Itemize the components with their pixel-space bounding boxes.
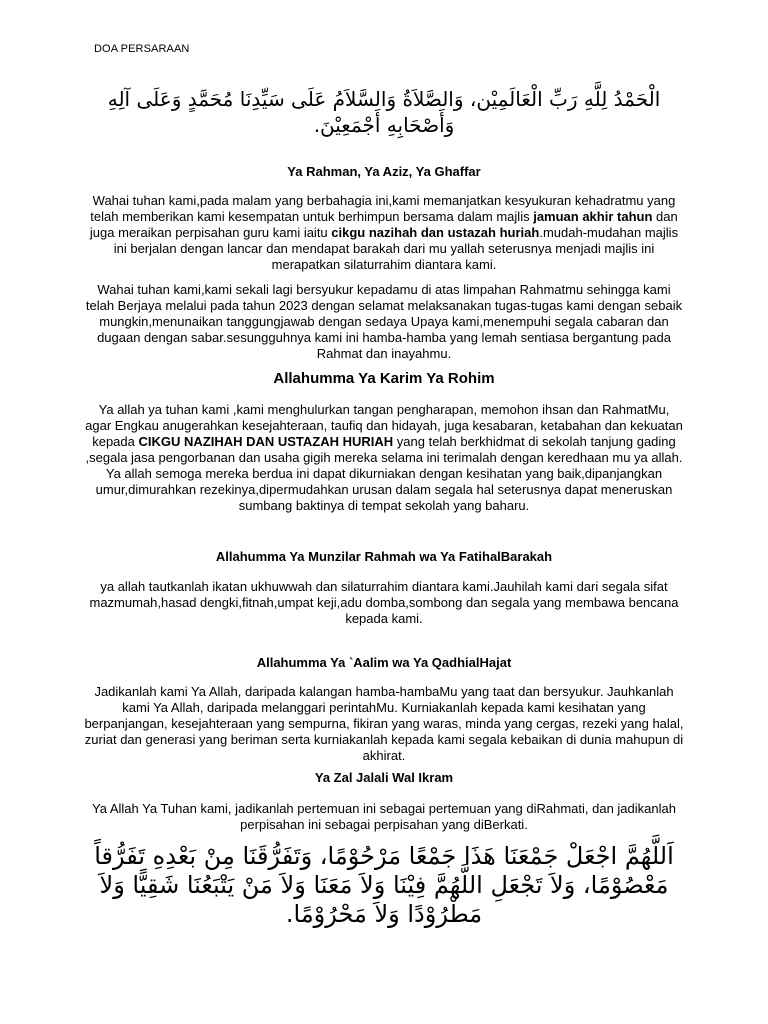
arabic-opening-praise: الْحَمْدُ لِلَّهِ رَبِّ الْعَالَمِيْن، وَالصَّلاَةُ وَالسَّلاَمُ عَلَى سَيِّدِنَا مُحَمَّدٍ وَعَلَى آلِهِ وَأَصْحَابِهِ أَجْمَعِيْنَ. [107, 87, 661, 137]
section-heading-5: Ya Zal Jalali Wal Ikram [314, 770, 454, 785]
section-heading-4: Allahumma Ya `Aalim wa Ya QadhialHajat [256, 655, 512, 670]
paragraph-1-text-c: .mudah-mudahan majlis ini berjalan dengan lancar dan mendapat barakah dari mu yallah seterusnya menjadi majlis ini merapatkan silaturrahim diantara kami. [113, 225, 679, 272]
paragraph-3 [84, 402, 684, 514]
paragraph-3-bold: CIKGU NAZIHAH DAN USTAZAH HURIAH [138, 434, 394, 449]
paragraph-3-text-b: yang telah berkhidmat di sekolah tanjung gading ,segala jasa pengorbanan dan usaha gigih mereka selama ini terimalah dengan keredhaan mu ya allah. Ya allah semoga mereka berdua ini dapat dikurniakan dengan kesihatan yang baik,dipanjangkan umur,dimurahkan rezekinya,dipermudahkan urusan dalam segala hal seterusnya dapat meneruskan sumbang baktinya di tempat sekolah yang baharu. [85, 434, 683, 513]
arabic-closing-prayer: اَللَّهُمَّ اجْعَلْ جَمْعَنَا هَذَا جَمْعًا مَرْحُوْمًا، وَتَفَرُّقَنَا مِنْ بَعْدِهِ تَفَرُّقاً مَعْصُوْمًا، وَلاَ تَجْعَلِ اللَّهُمَّ فِيْنَا وَلاَ مَعَنَا وَلاَ مَنْ يَتْبَعُنَا شَقِيًّا وَلاَ مَطْرُوْدًا وَلاَ مَحْرُوْمًا. [94, 842, 674, 928]
document-header: DOA PERSARAAN [94, 43, 190, 55]
paragraph-2: Wahai tuhan kami,kami sekali lagi bersyukur kepadamu di atas limpahan Rahmatmu sehingga kami telah Berjaya melalui pada tahun 2023 dengan selamat melaksanakan tugas-tugas kami dengan sebaik mungkin,menunaikan tanggungjawab dengan sedaya Upaya kami,menempuhi segala cabaran dan dugaan dengan sabar.sesungguhnya kami ini hamba-hamba yang lemah sentiasa bergantung pada Rahmat dan inayahmu. [85, 282, 683, 361]
paragraph-5: Jadikanlah kami Ya Allah, daripada kalangan hamba-hambaMu yang taat dan bersyukur. Jauhkanlah kami Ya Allah, daripada melanggari perintahMu. Kurniakanlah kepada kami kesihatan yang berpanjangan, kesejahteraan yang sempurna, fikiran yang waras, minda yang cergas, rezeki yang halal, zuriat dan generasi yang beriman serta kurniakanlah kepada kami segala kebaikan di dunia mahupun di akhirat. [84, 684, 684, 763]
paragraph-1-text-a: Wahai tuhan kami,pada malam yang berbahagia ini,kami memanjatkan kesyukuran kehadratmu yang telah memberikan kami kesempatan untuk berhimpun bersama dalam majlis [90, 193, 676, 224]
section-heading-3: Allahumma Ya Munzilar Rahmah wa Ya FatihalBarakah [215, 549, 553, 564]
section-heading-2: Allahumma Ya Karim Ya Rohim [273, 370, 495, 387]
section-heading-1: Ya Rahman, Ya Aziz, Ya Ghaffar [287, 164, 481, 179]
paragraph-6: Ya Allah Ya Tuhan kami, jadikanlah pertemuan ini sebagai pertemuan yang diRahmati, dan jadikanlah perpisahan ini sebagai perpisahan yang diBerkati. [92, 801, 676, 832]
paragraph-1-bold-b: cikgu nazihah dan ustazah huriah [331, 225, 540, 240]
paragraph-1 [84, 193, 684, 273]
paragraph-1-text-b: dan juga meraikan perpisahan guru kami iaitu [89, 209, 678, 240]
paragraph-1-bold-a: jamuan akhir tahun [533, 209, 653, 224]
paragraph-4: ya allah tautkanlah ikatan ukhuwwah dan silaturrahim diantara kami.Jauhilah kami dari segala sifat mazmumah,hasad dengki,fitnah,umpat keji,adu domba,sombong dan segala yang membawa bencana kepada kami. [89, 579, 679, 626]
paragraph-3-text-a: Ya allah ya tuhan kami ,kami menghulurkan tangan pengharapan, memohon ihsan dan RahmatMu, agar Engkau anugerahkan kesejahteraan, taufiq dan hidayah, juga kesabaran, ketabahan dan kekuatan kepada [85, 402, 683, 449]
